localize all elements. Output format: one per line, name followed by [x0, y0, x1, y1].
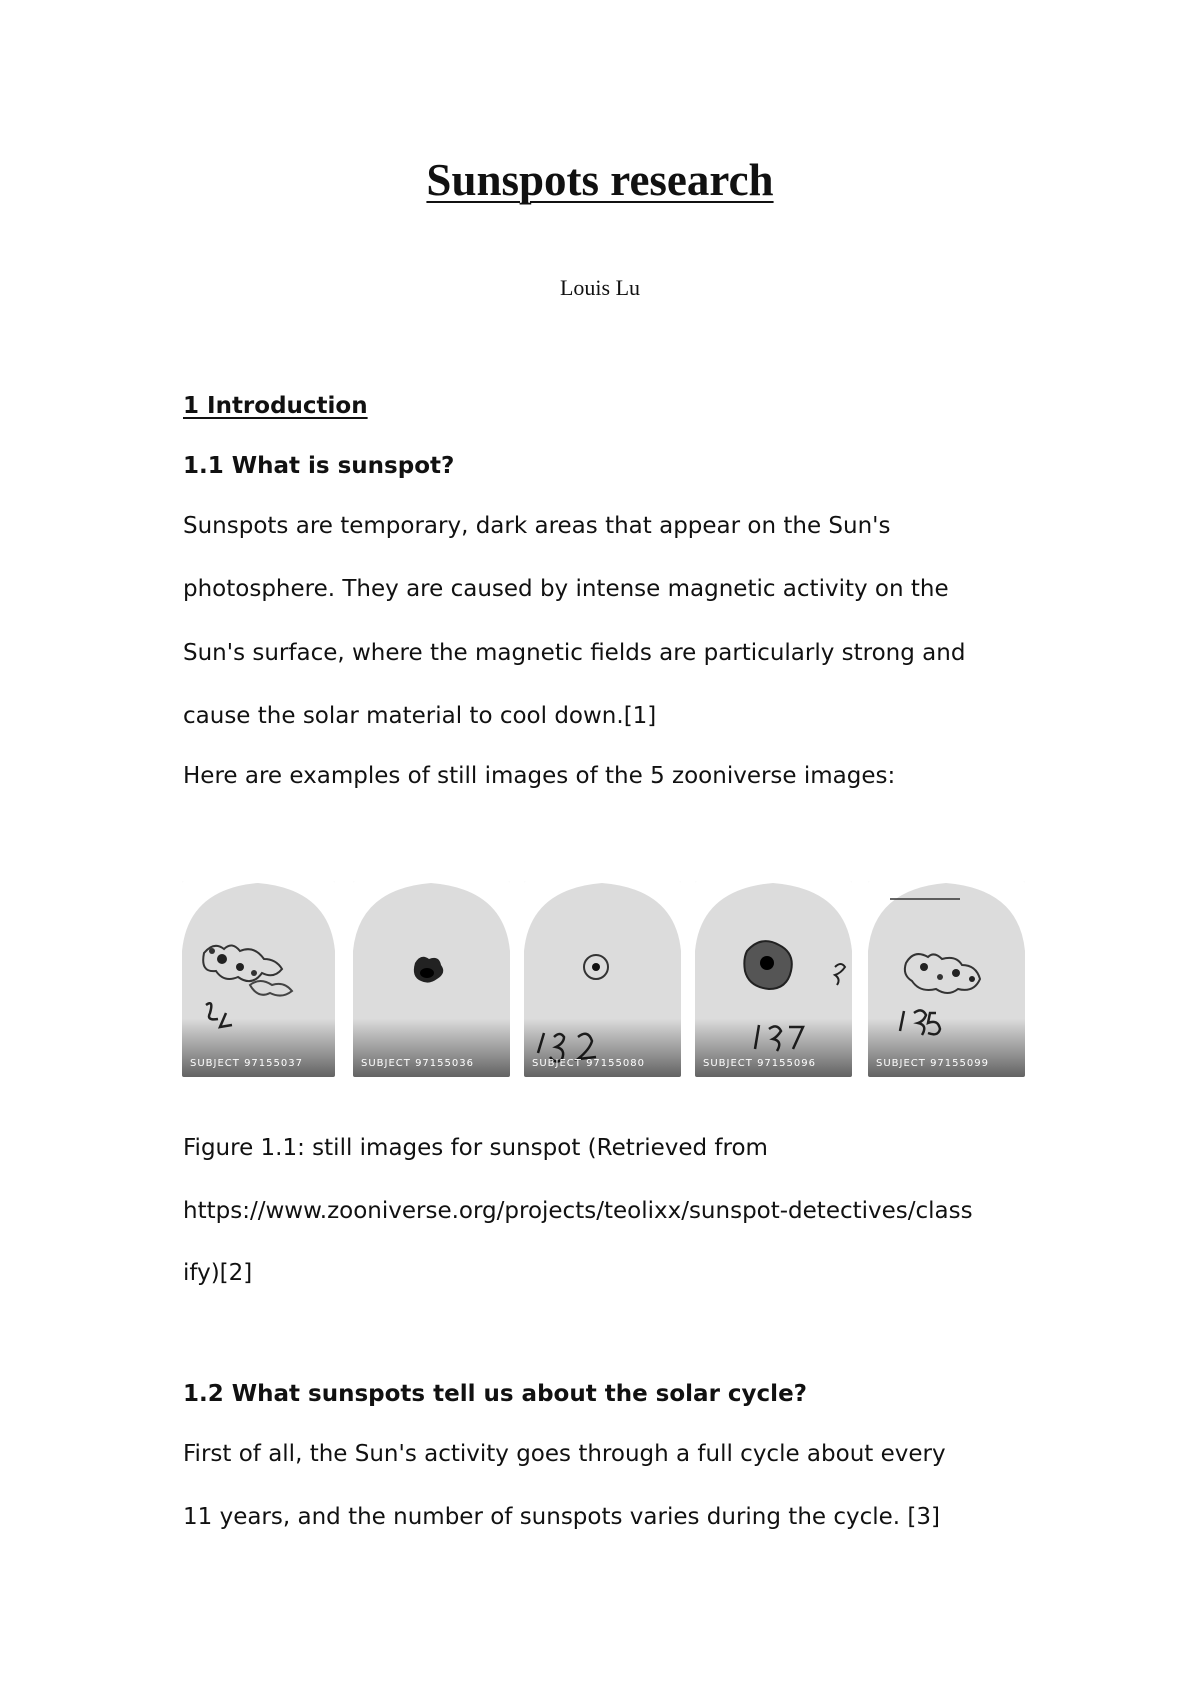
- subsection-heading-what-is-sunspot: 1.1 What is sunspot?: [183, 453, 455, 479]
- sunspot-drawing: [182, 881, 335, 1077]
- paragraph-line: photosphere. They are caused by intense magnetic activity on the: [183, 576, 949, 602]
- sunspot-image-tile: [182, 881, 335, 1077]
- sunspot-drawing: [695, 881, 852, 1077]
- sunspot-drawing: [353, 881, 510, 1077]
- sunspot-image-tile: [524, 881, 681, 1077]
- sunspot-image-strip: [182, 881, 1025, 1077]
- sunspot-drawing: [524, 881, 681, 1077]
- images-intro-text: Here are examples of still images of the 5 zooniverse images:: [183, 763, 896, 789]
- subject-label: SUBJECT 97155096: [703, 1058, 816, 1069]
- sunspot-drawing: [868, 881, 1025, 1077]
- subject-label: SUBJECT 97155099: [876, 1058, 989, 1069]
- subject-label: SUBJECT 97155080: [532, 1058, 645, 1069]
- paragraph-line: Sun's surface, where the magnetic fields are particularly strong and: [183, 640, 966, 666]
- paragraph-line: Sunspots are temporary, dark areas that appear on the Sun's: [183, 513, 891, 539]
- subsection-heading-solar-cycle: 1.2 What sunspots tell us about the solar cycle?: [183, 1381, 808, 1407]
- sunspot-image-tile: [353, 881, 510, 1077]
- subject-label: SUBJECT 97155037: [190, 1058, 303, 1069]
- author-name: Louis Lu: [559, 275, 641, 300]
- paragraph-line: cause the solar material to cool down.[1]: [183, 703, 657, 729]
- document-title: Sunspots research: [426, 155, 774, 205]
- paragraph-line: 11 years, and the number of sunspots varies during the cycle. [3]: [183, 1504, 941, 1530]
- paragraph-line: First of all, the Sun's activity goes through a full cycle about every: [183, 1441, 946, 1467]
- figure-caption-link[interactable]: https://www.zooniverse.org/projects/teolixx/sunspot-detectives/class: [183, 1198, 973, 1224]
- sunspot-image-tile: [695, 881, 852, 1077]
- figure-caption-line: ify)[2]: [183, 1260, 253, 1286]
- section-heading-introduction: 1 Introduction: [183, 393, 368, 419]
- subject-label: SUBJECT 97155036: [361, 1058, 474, 1069]
- figure-caption-line: Figure 1.1: still images for sunspot (Retrieved from: [183, 1135, 768, 1161]
- sunspot-image-tile: [868, 881, 1025, 1077]
